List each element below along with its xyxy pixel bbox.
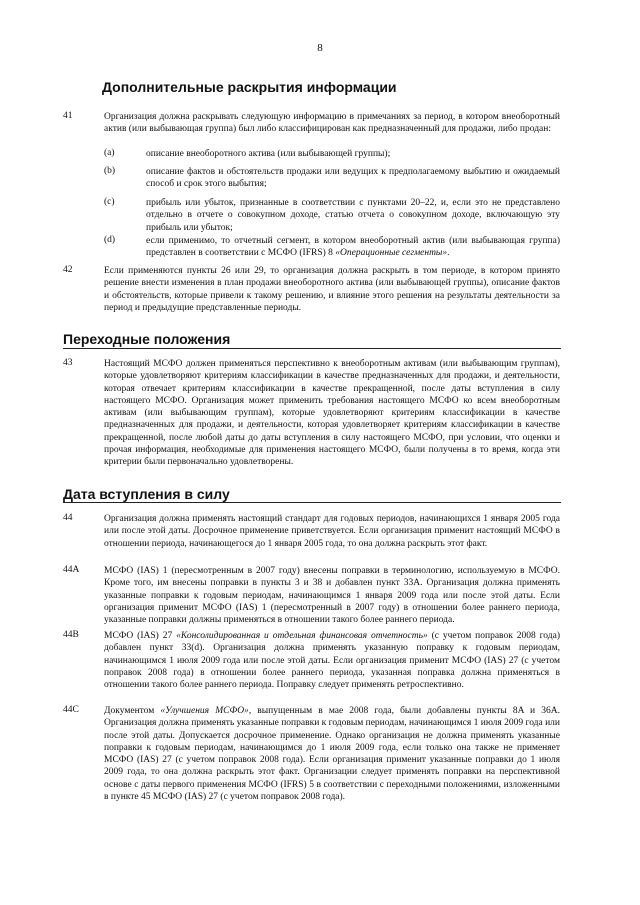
section-title-additional-disclosures: Дополнительные раскрытия информации xyxy=(102,79,397,95)
list-item-letter-a: (a) xyxy=(104,148,115,158)
paragraph-41: Организация должна раскрывать следующую информацию в примечаниях за период, в котором внеоборотный актив (или выбывающая группа) был либо классифицирован как предназначенный для продажи, либо продан: xyxy=(104,112,560,135)
paragraph-44: Организация должна применять настоящий стандарт для годовых периодов, начинающихся 1 января 2005 года или после этой даты. Досрочное применение приветствуется. Если организация применит настоящий МСФО в отношении периода, начинающегося до 1 января 2005 года, то она должна раскрыть этот факт. xyxy=(104,514,560,549)
paragraph-44c xyxy=(104,705,560,803)
paragraph-44b-title: «Консолидированная и отдельная финансовая отчетность» xyxy=(176,631,428,641)
paragraph-42: Если применяются пункты 26 или 29, то организация должна раскрыть в том периоде, в котором принято решение внести изменения в план продажи внеоборотного актива (или выбывающей группы), описание фактов и обстоятельств, которые привели к такому решению, и влияние этого решения на результаты деятельности за период и предыдущие представленные периоды. xyxy=(104,266,560,313)
list-item-text-d-part-1: если применимо, то отчетный сегмент, в котором внеоборотный актив (или выбывающая группа) представлен в соответствии с МСФО (IFRS) 8 xyxy=(146,236,560,259)
paragraph-44c-part-1: Документом xyxy=(104,706,161,716)
list-item-text-a: описание внеоборотного актива (или выбывающей группы); xyxy=(146,149,391,159)
paragraph-44b-part-2: (с учетом поправок 2008 года) добавлен пункт 33(d). Организация должна применять указанную поправку к годовым периодам, начинающимся 1 июля 2009 года или после этой даты. Если организация применит МСФО (IAS) 27 (с учетом поправок 2008 года) в отношении более раннего периода, указанная поправка должна применяться в отношении такого более раннего периода. Поправку следует применять ретроспективно. xyxy=(104,631,560,691)
list-item-letter-d: (d) xyxy=(104,235,116,245)
list-item-text-d xyxy=(146,235,560,260)
paragraph-44c-part-2: , выпущенным в мае 2008 года, были добавлены пункты 8A и 36A. Организация должна применять указанные поправки к годовым периодам, начинающимся 1 июля 2009 года или после этой даты. Допускается досрочное применение. Однако организация не должна применять указанные поправки к годовым периодам, начинающимся до 1 июля 2009 года, если только она также не применяет МСФО (IAS) 27 (с учетом поправок 2008 года). Если организация применит указанные поправки до 1 июля 2009 года, то она должна раскрыть этот факт. Организации следует применять поправки на перспективной основе с даты первого применения МСФО (IFRS) 5 в соответствии с переходными положениями, изложенными в пункте 45 МСФО (IAS) 27 (с учетом поправок 2008 года). xyxy=(104,706,561,803)
list-item-letter-c: (c) xyxy=(104,197,115,207)
paragraph-44c-title: «Улучшения МСФО» xyxy=(160,706,249,716)
section-title-transition: Переходные положения xyxy=(63,331,231,347)
list-item-text-d-part-2: . xyxy=(447,248,450,259)
paragraph-43: Настоящий МСФО должен применяться перспективно к внеоборотным активам (или выбывающим группам), которые удовлетворяют критериям классификации в качестве предназначенных для продажи, и деятельности, которая отвечает критериям классификации в качестве прекращенной, после даты вступления в силу настоящего МСФО. Организация может применить требования настоящего МСФО ко всем внеоборотным активам (или выбывающим группам), которые удовлетворяют критериям классификации в качестве предназначенных для продажи, и деятельности, которая удовлетворяет критериям классификации в качестве прекращенной, после любой даты до даты вступления в силу настоящего МСФО, при условии, что оценки и прочая информация, необходимые для применения настоящего МСФО, были получены в то время, когда эти критерии были первоначально удовлетворены. xyxy=(104,359,560,468)
paragraph-44b-part-1: МСФО (IAS) 27 xyxy=(104,631,177,641)
list-item-text-b: описание фактов и обстоятельств продажи или ведущих к предполагаемому выбытию и ожидаемый способ и срок этого выбытия; xyxy=(146,167,560,190)
paragraph-number-42: 42 xyxy=(63,265,73,275)
paragraph-number-43: 43 xyxy=(63,358,73,368)
paragraph-number-41: 41 xyxy=(63,111,73,121)
list-item-text-c: прибыль или убыток, признанные в соответствии с пунктами 20–22, и, если это не представлено отдельно в отчете о совокупном доходе, статью отчета о совокупном доходе, включающую эту прибыль или убыток; xyxy=(146,198,560,233)
list-item-text-d-title: «Операционные сегменты» xyxy=(335,248,448,259)
list-item-letter-b: (b) xyxy=(104,166,116,176)
paragraph-number-44a: 44A xyxy=(63,565,80,575)
section-rule-effective-date xyxy=(63,502,561,503)
paragraph-number-44: 44 xyxy=(63,513,73,523)
paragraph-number-44b: 44B xyxy=(63,630,79,640)
section-title-effective-date: Дата вступления в силу xyxy=(63,486,230,502)
section-rule-transition xyxy=(63,348,561,349)
paragraph-44b xyxy=(104,630,560,691)
page-number: 8 xyxy=(317,42,323,54)
paragraph-number-44c: 44C xyxy=(63,705,79,715)
paragraph-44a: МСФО (IAS) 1 (пересмотренным в 2007 году) внесены поправки в терминологию, используемую в МСФО. Кроме того, им внесены поправки в пункты 3 и 38 и добавлен пункт 33A. Организация должна применять указанные поправки к годовым периодам, начинающимся 1 января 2009 года или после этой даты. Если организация применит МСФО (IAS) 1 (пересмотренный в 2007 году) в отношении более раннего периода, указанные поправки должны применяться в отношении такого более раннего периода. xyxy=(104,566,560,626)
